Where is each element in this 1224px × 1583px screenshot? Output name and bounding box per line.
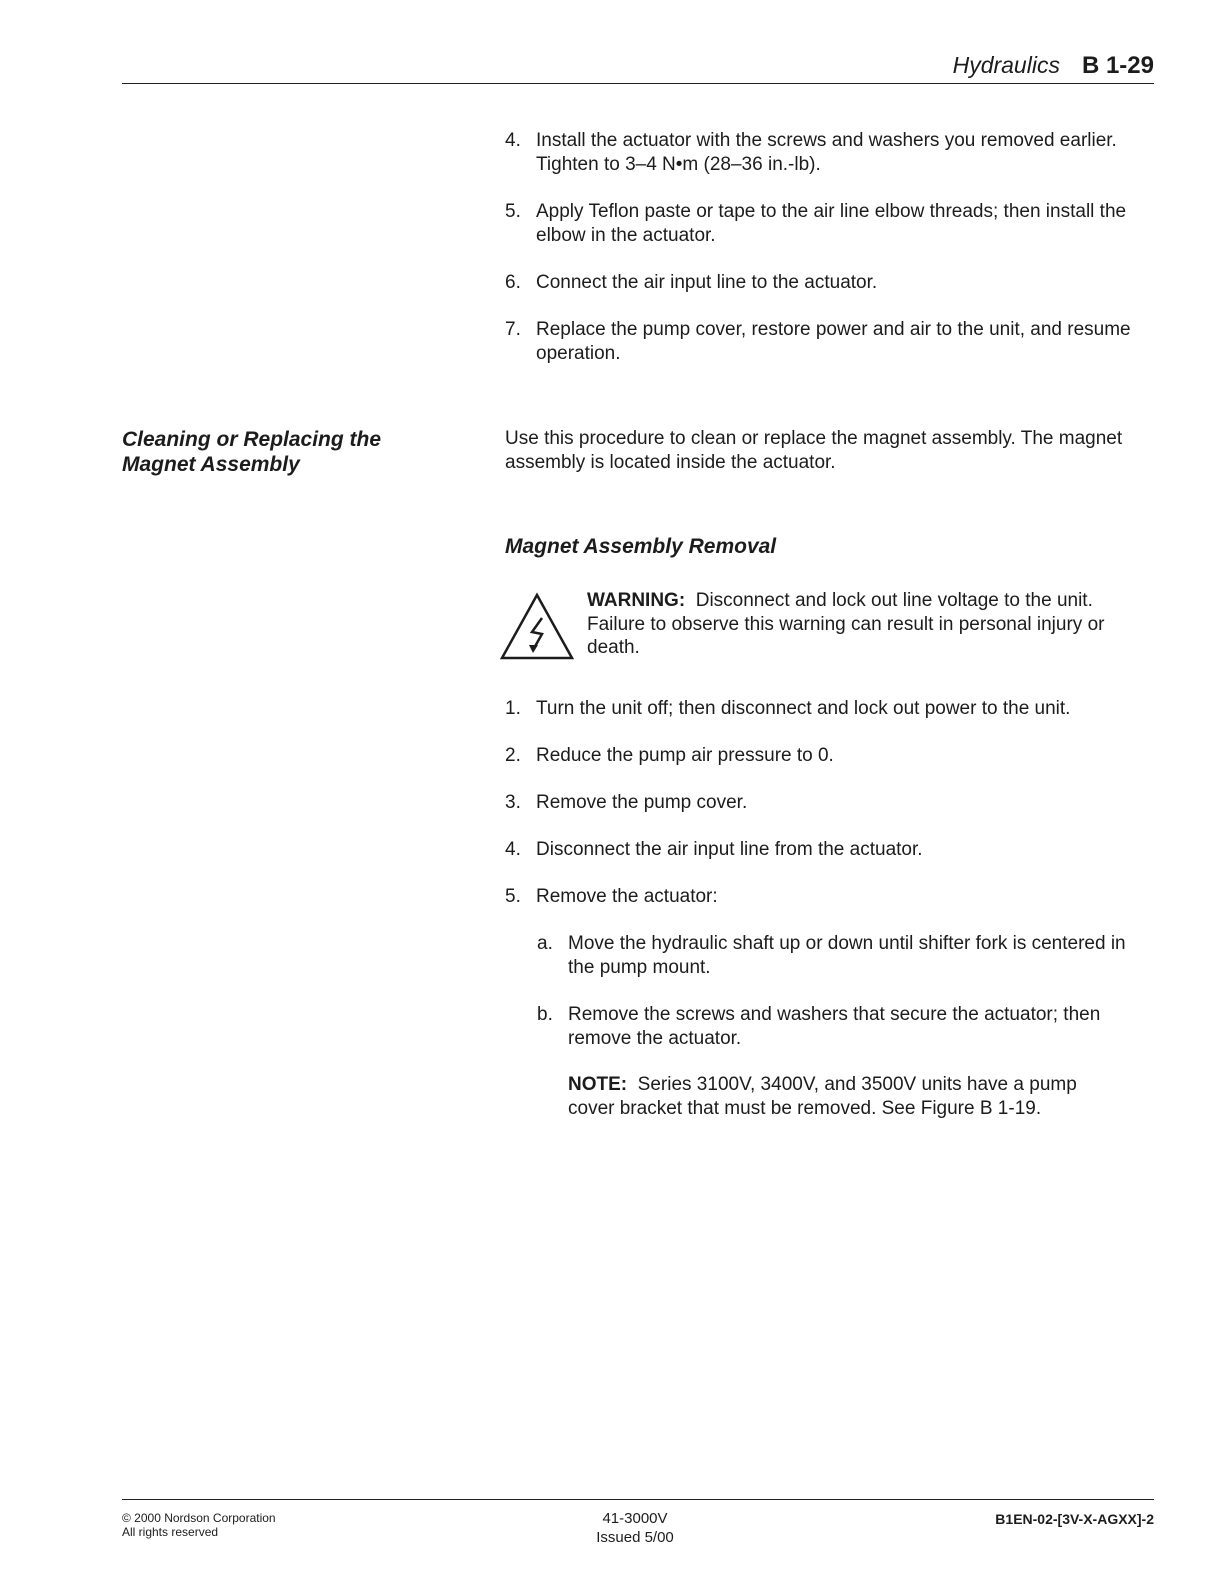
step-number: 5. [505,886,521,907]
header-page-number: B 1-29 [1081,52,1154,79]
sub-step-text: Remove the screws and washers that secure the actuator; then remove the actuator. [568,1004,1101,1049]
warning-text: Disconnect and lock out line voltage to the unit. Failure to observe this warning can result in personal injury or death. [587,590,1105,658]
doc-code: B1EN-02-[3V-X-AGXX]-2 [995,1511,1154,1527]
sub-list-item [505,1003,1155,1050]
list-item [505,318,1155,365]
step-number: 4. [505,839,521,860]
list-item [505,200,1155,247]
doc-number: 41-3000V [602,1510,668,1527]
step-number: 5. [505,201,521,222]
issued-date: Issued 5/00 [596,1529,674,1546]
step-text: Remove the actuator: [536,886,718,907]
warning-message [587,589,1152,660]
footer-doc-info [560,1509,710,1547]
copyright-line1: © 2000 Nordson Corporation [122,1511,276,1525]
list-item [505,885,1155,909]
sub-step-text: Move the hydraulic shaft up or down until shifter fork is centered in the pump mount. [568,933,1126,978]
step-text: Connect the air input line to the actuator. [536,272,878,293]
step-text: Remove the pump cover. [536,792,748,813]
step-number: 1. [505,698,521,719]
sub-step-letter: a. [537,933,553,954]
section-intro: Use this procedure to clean or replace the magnet assembly. The magnet assembly is located inside the actuator. [505,428,1123,473]
step-number: 4. [505,130,521,151]
step-number: 3. [505,792,521,813]
step-number: 7. [505,319,521,340]
list-item [505,791,1155,815]
list-item [505,129,1155,176]
note [568,1073,1128,1120]
page-header [953,52,1154,80]
step-text: Replace the pump cover, restore power and air to the unit, and resume operation. [536,319,1131,364]
step-text: Install the actuator with the screws and washers you removed earlier. Tighten to 3–4 N•m (28–36 in.-lb). [536,130,1117,175]
step-number: 2. [505,745,521,766]
section-heading-line2: Magnet Assembly [122,453,300,476]
list-item [505,744,1155,768]
step-text: Turn the unit off; then disconnect and lock out power to the unit. [536,698,1071,719]
note-label: NOTE: [568,1074,628,1095]
list-item [505,271,1155,295]
warning-label: WARNING: [587,590,686,611]
list-item [505,838,1155,862]
electrical-hazard-warning-icon [500,592,574,660]
list-item [505,697,1155,721]
sub-step-letter: b. [537,1004,553,1025]
footer-copyright [122,1511,276,1539]
sub-list-item [505,932,1155,979]
section-heading [122,427,442,477]
note-text: Series 3100V, 3400V, and 3500V units have a pump cover bracket that must be removed. See Figure B 1-19. [568,1074,1077,1119]
header-rule [122,83,1154,84]
footer-rule [122,1499,1154,1500]
step-text: Apply Teflon paste or tape to the air line elbow threads; then install the elbow in the actuator. [536,201,1127,246]
subsection-heading: Magnet Assembly Removal [505,535,777,558]
copyright-line2: All rights reserved [122,1525,219,1539]
step-text: Disconnect the air input line from the actuator. [536,839,923,860]
header-section-title: Hydraulics [952,52,1060,78]
step-number: 6. [505,272,521,293]
step-text: Reduce the pump air pressure to 0. [536,745,834,766]
section-heading-line1: Cleaning or Replacing the [122,428,382,451]
